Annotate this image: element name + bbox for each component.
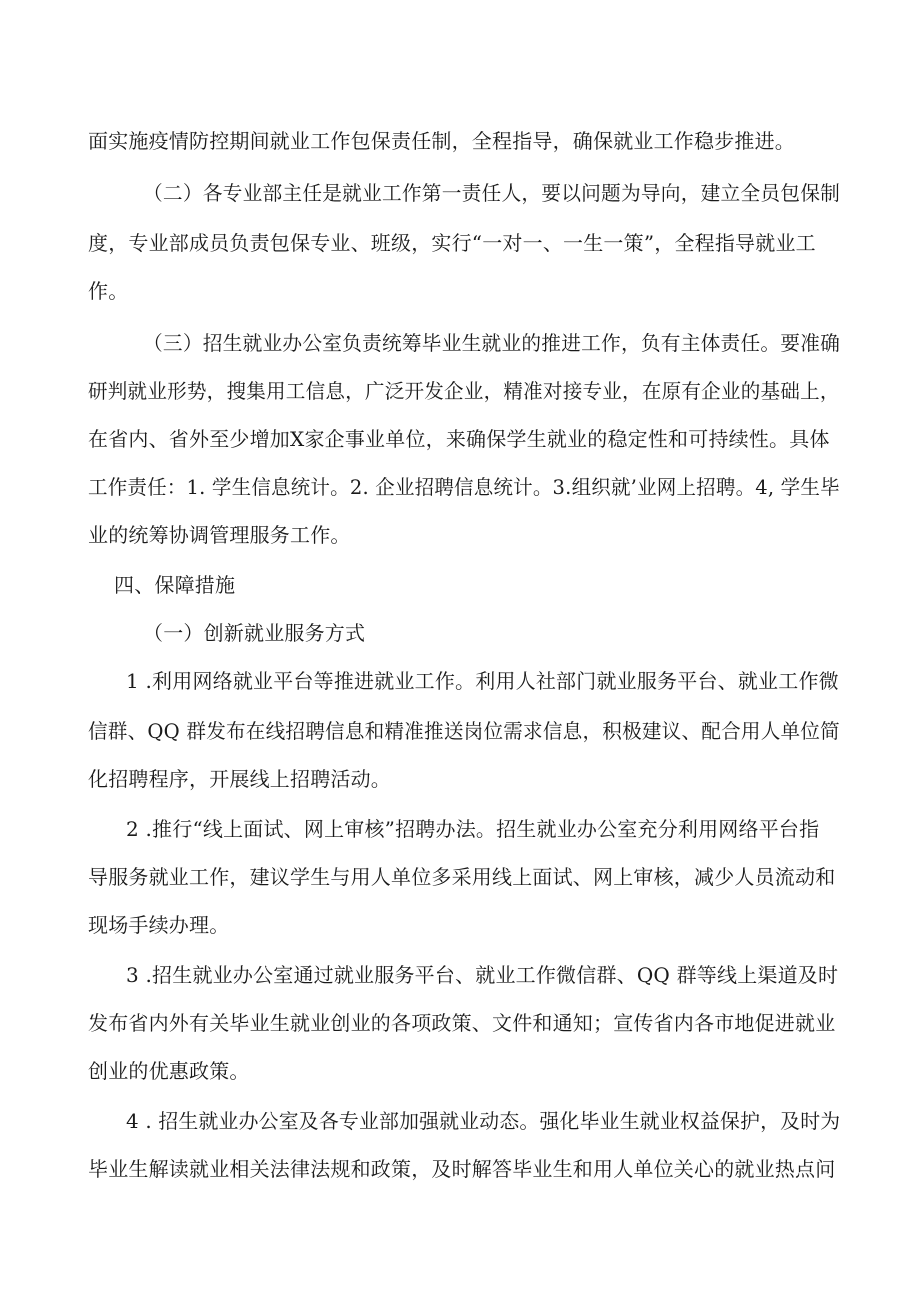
text-line-6: 研判就业形势，搜集用工信息，广泛开发企业，精准对接专业，在原有企业的基础上，	[88, 379, 840, 403]
text-line-20: 创业的优惠政策。	[88, 1059, 250, 1083]
text-line-7: 在省内、省外至少增加X家企事业单位，来确保学生就业的稳定性和可持续性。具体	[88, 427, 830, 451]
text-line-22: 毕业生解读就业相关法律法规和政策，及时解答毕业生和用人单位关心的就业热点问	[88, 1157, 836, 1181]
text-line-15: 2 .推行“线上面试、网上审核”招聘办法。招生就业办公室充分利用网络平台指	[126, 817, 820, 841]
text-line-2: （二）各专业部主任是就业工作第一责任人，要以问题为导向，建立全员包保制	[143, 181, 841, 205]
text-line-9: 业的统筹协调管理服务工作。	[88, 523, 351, 547]
text-line-16: 导服务就业工作，建议学生与用人单位多采用线上面试、网上审核，减少人员流动和	[88, 865, 836, 889]
text-line-19: 发布省内外有关毕业生就业创业的各项政策、文件和通知；宣传省内各市地促进就业	[88, 1011, 836, 1035]
text-line-12: 1 .利用网络就业平台等推进就业工作。利用人社部门就业服务平台、就业工作微	[126, 669, 839, 693]
text-line-3: 度，专业部成员负责包保专业、班级，实行“一对一、一生一策”，全程指导就业工	[88, 231, 816, 255]
text-line-5: （三）招生就业办公室负责统筹毕业生就业的推进工作，负有主体责任。要准确	[143, 331, 841, 355]
text-line-8: 工作责任：1. 学生信息统计。2. 企业招聘信息统计。3.组织就’业网上招聘。4, 学生毕	[88, 475, 840, 499]
text-line-21: 4 . 招生就业办公室及各专业部加强就业动态。强化毕业生就业权益保护，及时为	[126, 1109, 841, 1133]
section-heading: 四、保障措施	[114, 573, 236, 597]
text-line-4: 作。	[88, 279, 129, 303]
text-line-18: 3 .招生就业办公室通过就业服务平台、就业工作微信群、QQ 群等线上渠道及时	[126, 963, 839, 987]
text-line-1: 面实施疫情防控期间就业工作包保责任制，全程指导，确保就业工作稳步推进。	[88, 129, 795, 153]
text-line-13: 信群、QQ 群发布在线招聘信息和精准推送岗位需求信息，积极建议、配合用人单位简	[88, 719, 840, 743]
subsection-heading: （一）创新就业服务方式	[143, 621, 366, 645]
text-line-14: 化招聘程序，开展线上招聘活动。	[88, 767, 391, 791]
text-line-17: 现场手续办理。	[88, 913, 230, 937]
